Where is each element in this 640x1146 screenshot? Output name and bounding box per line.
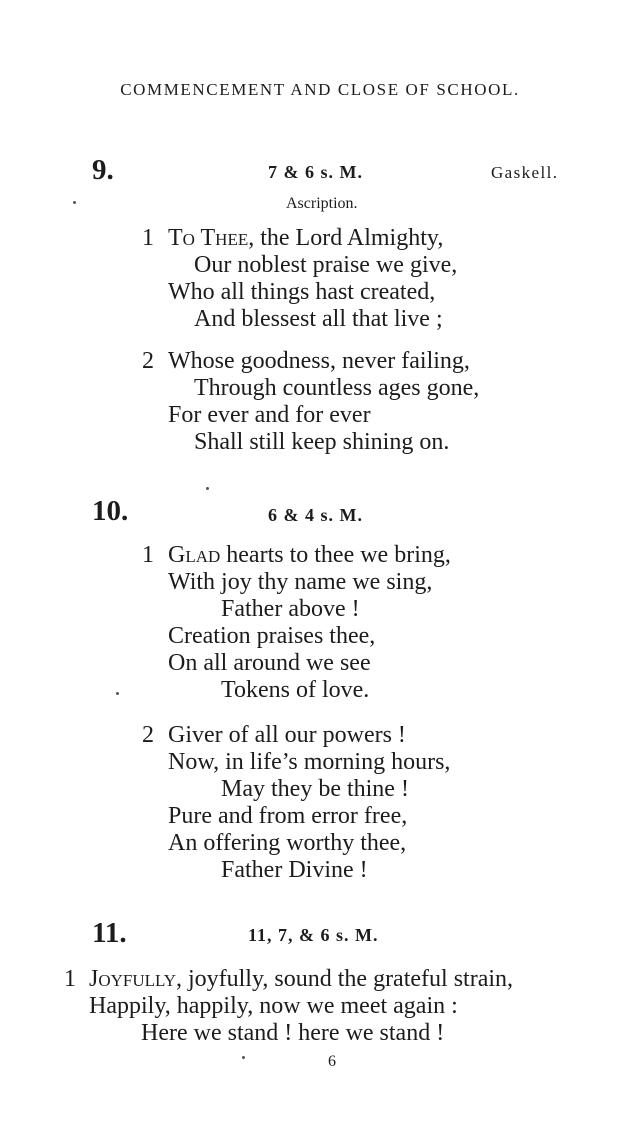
hymn-line: Our noblest praise we give, xyxy=(194,252,458,278)
hymn-line: Happily, happily, now we meet again : xyxy=(89,993,458,1019)
hymn-meter-11: 11, 7, & 6 s. M. xyxy=(248,925,379,945)
hymn-line: Tokens of love. xyxy=(221,677,370,703)
print-speck xyxy=(206,487,209,490)
hymn-number-10: 10. xyxy=(92,495,129,527)
hymn-line: Pure and from error free, xyxy=(168,803,408,829)
hymn-line: Who all things hast created, xyxy=(168,279,436,305)
hymn-line: Through countless ages gone, xyxy=(194,375,480,401)
hymn-line: Whose goodness, never failing, xyxy=(168,348,470,374)
hymn-line: Creation praises thee, xyxy=(168,623,376,649)
hymn-line: To Thee, the Lord Almighty, xyxy=(168,225,444,251)
print-speck xyxy=(73,201,76,204)
hymn-line: Here we stand ! here we stand ! xyxy=(141,1020,445,1046)
verse-first-word: To Thee xyxy=(168,225,249,251)
hymn-number-9: 9. xyxy=(92,154,114,186)
page-number: 6 xyxy=(328,1053,336,1070)
verse-number: 2 xyxy=(142,722,154,748)
print-speck xyxy=(116,692,119,695)
hymn-meter-9: 7 & 6 s. M. xyxy=(268,162,363,182)
verse-number: 1 xyxy=(142,542,154,568)
hymn-line: Father Divine ! xyxy=(221,857,368,883)
verse-first-word: Joyfully xyxy=(89,966,176,992)
print-speck xyxy=(242,1056,245,1059)
hymn-line: May they be thine ! xyxy=(221,776,409,802)
verse-number: 1 xyxy=(142,225,154,251)
hymn-line: And blessest all that live ; xyxy=(194,306,443,332)
hymn-composer-9: Gaskell. xyxy=(491,163,559,182)
hymn-line: Father above ! xyxy=(221,596,360,622)
hymn-line: Giver of all our powers ! xyxy=(168,722,406,748)
verse-number: 1 xyxy=(64,966,76,992)
verse-number: 2 xyxy=(142,348,154,374)
verse-first-word: Glad xyxy=(168,542,221,568)
hymn-line: For ever and for ever xyxy=(168,402,371,428)
hymn-line: Shall still keep shining on. xyxy=(194,429,450,455)
hymn-line: An offering worthy thee, xyxy=(168,830,407,856)
hymn-subtitle-9: Ascription. xyxy=(286,195,358,212)
hymn-line: With joy thy name we sing, xyxy=(168,569,433,595)
hymn-line: On all around we see xyxy=(168,650,371,676)
hymn-line: Glad hearts to thee we bring, xyxy=(168,542,451,568)
hymn-line: Now, in life’s morning hours, xyxy=(168,749,451,775)
hymn-number-11: 11. xyxy=(92,917,127,949)
hymn-line: Joyfully, joyfully, sound the grateful strain, xyxy=(89,966,514,992)
running-head: COMMENCEMENT AND CLOSE OF SCHOOL. xyxy=(120,80,520,99)
hymn-meter-10: 6 & 4 s. M. xyxy=(268,505,363,525)
